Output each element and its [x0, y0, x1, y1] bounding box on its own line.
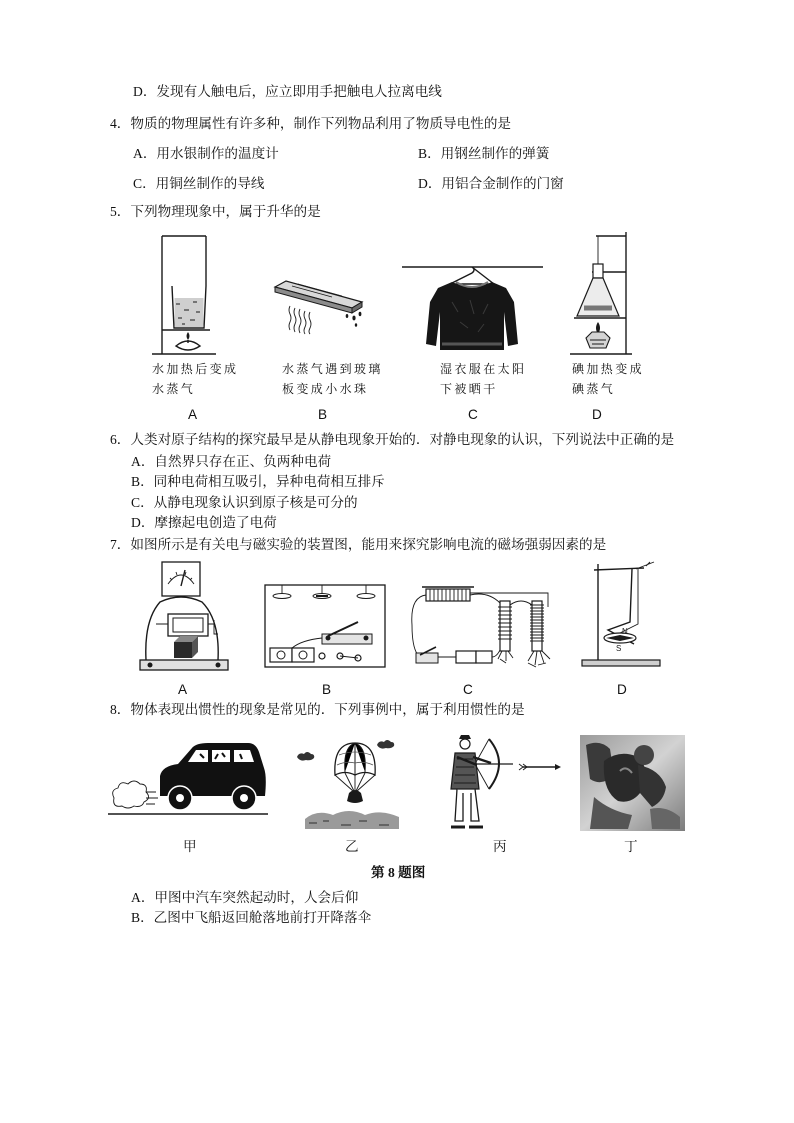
q5-figure-c-drying-clothes: [400, 262, 545, 354]
q6-option-a: A．自然界只存在正、负两种电荷: [131, 454, 332, 469]
q5-figure-c-letter: C: [468, 407, 478, 422]
q8-figure-yi-parachute: [293, 735, 405, 833]
q4-stem: 4．物质的物理属性有许多种，制作下列物品利用了物质导电性的是: [110, 116, 512, 131]
battery: [270, 648, 314, 662]
q5-figure-a-caption-line2: 水蒸气: [152, 382, 196, 396]
q8-figure-ding-photo: [580, 735, 685, 831]
q5-figure-d-caption-line1: 碘加热变成: [572, 362, 645, 376]
q4-option-c: C．用铜丝制作的导线: [133, 176, 265, 191]
q8-figure-jia-label: 甲: [183, 839, 197, 854]
q7-figure-d-oersted-setup: [578, 560, 664, 670]
rheostat-coil: [422, 587, 474, 601]
q5-figure-a-letter: A: [188, 407, 198, 422]
q6-option-c: C．从静电现象认识到原子核是可分的: [131, 495, 358, 510]
q5-figure-c-caption-line2: 下被晒干: [440, 382, 498, 396]
q8-figure-title: 第 8 题图: [371, 865, 426, 880]
q5-figure-b-caption-line2: 板变成小水珠: [282, 382, 369, 396]
q8-figure-jia-car: [108, 736, 268, 820]
q8-option-a: A．甲图中汽车突然起动时，人会后仰: [131, 890, 359, 905]
q5-figure-b-glass-plate: [272, 278, 364, 340]
q7-figure-c-electromagnets: [408, 585, 558, 675]
alcohol-lamp: [176, 332, 200, 350]
electromagnet-left: [498, 601, 513, 663]
q5-figure-d-iodine-heating: [568, 228, 634, 358]
q7-figure-a-bell-jar-apparatus: [138, 558, 230, 674]
q5-figure-b-letter: B: [318, 407, 328, 422]
ground-clouds: [305, 811, 399, 829]
shroud-lines: [335, 773, 375, 791]
q6-option-d: D．摩擦起电创造了电荷: [131, 515, 277, 530]
exhaust-cloud: [113, 781, 158, 808]
beaker: [172, 286, 206, 328]
q8-figure-bing-label: 丙: [493, 839, 507, 854]
parachute-canopy: [335, 743, 375, 775]
q7-figure-c-letter: C: [463, 682, 473, 697]
water-droplets: [346, 312, 362, 327]
q6-option-b: B．同种电荷相互吸引，异种电荷相互排斥: [131, 474, 385, 489]
burner: [586, 322, 610, 348]
q5-stem: 5．下列物理现象中，属于升华的是: [110, 204, 321, 219]
q8-figure-bing-archer: [443, 733, 563, 833]
q8-figure-ding-label: 丁: [624, 839, 638, 854]
coil: [156, 614, 218, 636]
switch: [416, 647, 438, 663]
q7-figure-b-letter: B: [322, 682, 332, 697]
q4-option-d: D．用铝合金制作的门窗: [418, 176, 564, 191]
meter: [162, 562, 200, 596]
compass-south-label: S: [616, 644, 622, 653]
glass-plate: [275, 281, 362, 313]
cube-magnet: [174, 636, 198, 658]
electromagnet-right: [528, 601, 550, 667]
q4-option-b: B．用钢丝制作的弹簧: [418, 146, 550, 161]
q5-figure-c-caption-line1: 湿衣服在太阳: [440, 362, 527, 376]
bow: [473, 739, 513, 789]
q8-figure-yi-label: 乙: [345, 839, 359, 854]
sweater: [426, 282, 518, 350]
q6-stem: 6．人类对原子结构的探究最早是从静电现象开始的．对静电现象的认识，下列说法中正确的是: [110, 432, 675, 447]
q3-option-d: D．发现有人触电后，应立即用手把触电人拉离电线: [133, 84, 442, 99]
q7-figure-d-letter: D: [617, 682, 627, 697]
battery: [438, 645, 502, 663]
terminal-wires: [636, 562, 654, 569]
q5-figure-d-letter: D: [592, 407, 602, 422]
water-vapor: [289, 306, 311, 334]
apparatus-base: [140, 660, 228, 670]
q4-option-a: A．用水银制作的温度计: [133, 146, 279, 161]
q5-figure-b-caption-line1: 水蒸气遇到玻璃: [282, 362, 383, 376]
q7-figure-a-letter: A: [178, 682, 188, 697]
flying-arrow: [519, 764, 561, 770]
q5-figure-a-heating-water: [148, 230, 222, 360]
q7-figure-b-board-circuit: [262, 582, 388, 670]
q8-stem: 8．物体表现出惯性的现象是常见的．下列事例中，属于利用惯性的是: [110, 702, 525, 717]
stand-frame: [152, 236, 216, 354]
q5-figure-a-caption-line1: 水加热后变成: [152, 362, 239, 376]
q7-stem: 7．如图所示是有关电与磁实验的装置图，能用来探究影响电流的磁场强弱因素的是: [110, 537, 607, 552]
return-capsule: [347, 790, 363, 803]
q8-option-b: B．乙图中飞船返回舱落地前打开降落伞: [131, 910, 372, 925]
compass-north-label: N: [622, 627, 628, 636]
q5-figure-d-caption-line2: 碘蒸气: [572, 382, 616, 396]
